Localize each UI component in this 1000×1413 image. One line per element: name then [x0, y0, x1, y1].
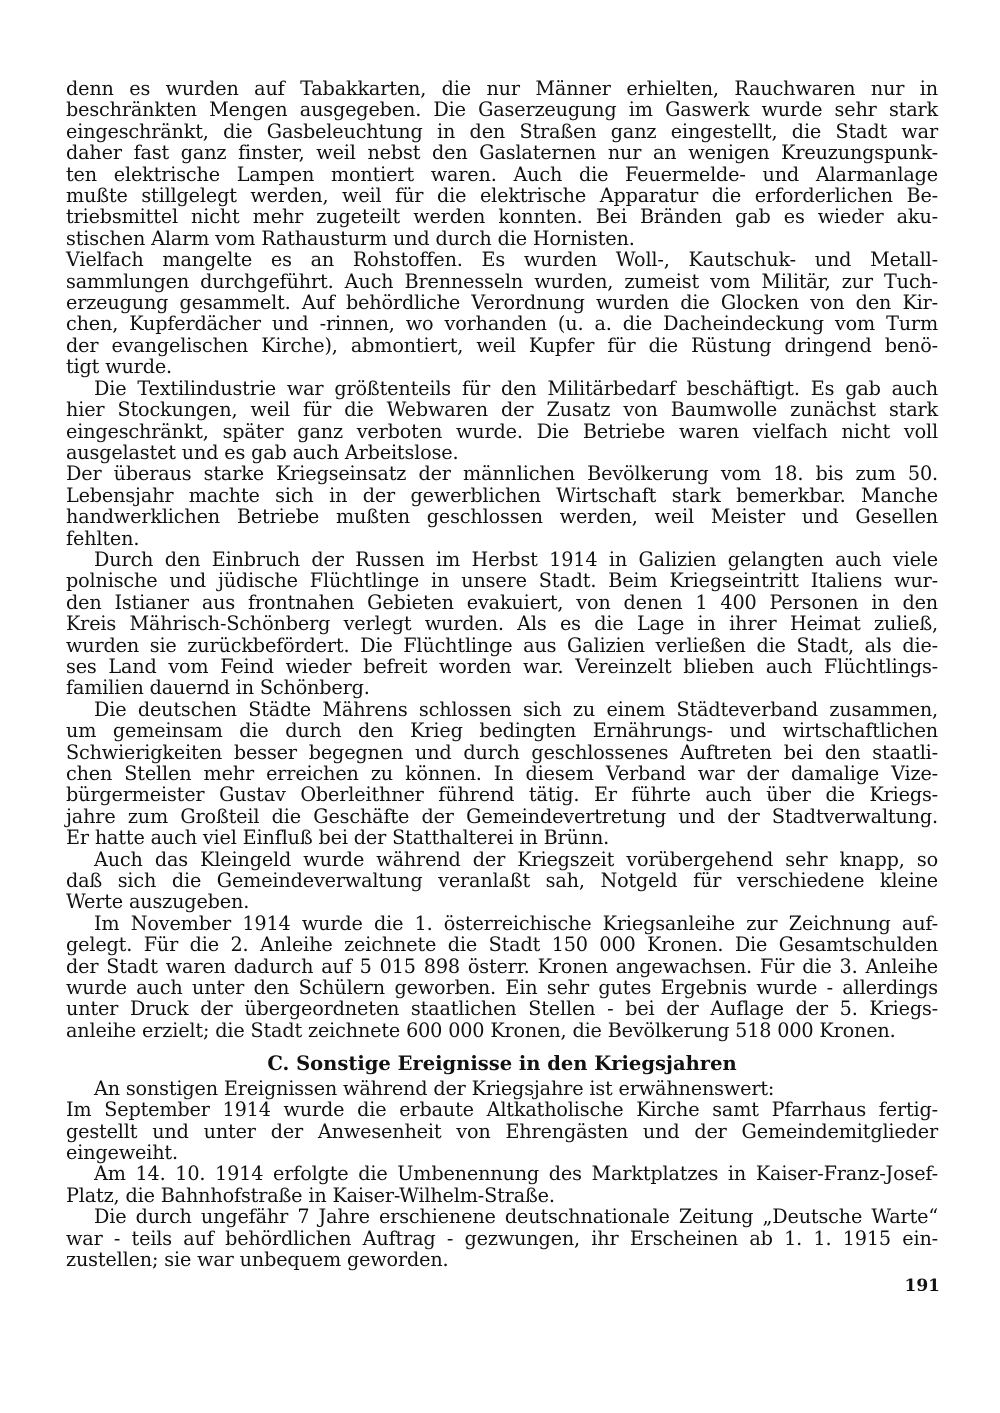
text-line: erzeugung gesammelt. Auf behördliche Verordnung wurden die Glocken von den Kir-: [66, 291, 938, 315]
text-line: stischen Alarm vom Rathausturm und durch die Hornisten.: [66, 226, 635, 250]
text-line: Lebensjahr machte sich in der gewerblichen Wirtschaft stark bemerkbar. Manche: [66, 483, 938, 507]
text-line: den Istianer aus frontnahen Gebieten evakuiert, von denen 1 400 Personen in den: [66, 590, 938, 614]
text-line: chen Stellen mehr erreichen zu können. In diesem Verband war der damalige Vize-: [66, 762, 938, 785]
text-line: ten elektrische Lampen montiert waren. Auch die Feuermelde- und Alarmanlage: [66, 162, 938, 186]
text-line: gestellt und unter der Anwesenheit von Ehrengästen und der Gemeindemitglieder: [66, 1119, 938, 1143]
text-line: Kreis Mährisch-Schönberg verlegt wurden. Als es die Lage in ihrer Heimat zuließ,: [66, 612, 938, 636]
text-line: Platz, die Bahnhofstraße in Kaiser-Wilhelm-Straße.: [66, 1183, 555, 1207]
text-line: daß sich die Gemeindeverwaltung veranlaßt sah, Notgeld für verschiedene kleine: [66, 869, 938, 893]
text-line: eingeschränkt, die Gasbeleuchtung in den Straßen ganz eingestellt, die Stadt war: [66, 119, 938, 143]
text-line: der evangelischen Kirche), abmontiert, weil Kupfer für die Rüstung dringend benö-: [66, 333, 938, 357]
text-line: Die durch ungefähr 7 Jahre erschienene deutschnationale Zeitung „Deutsche Warte“: [94, 1205, 938, 1229]
text-line: Im November 1914 wurde die 1. österreichische Kriegsanleihe zur Zeichnung auf-: [94, 911, 938, 935]
section-heading: C. Sonstige Ereignisse in den Kriegsjahren: [267, 1052, 737, 1076]
text-line: ausgelastet und es gab auch Arbeitslose.: [66, 440, 459, 464]
text-line: Die deutschen Städte Mährens schlossen sich zu einem Städteverband zusammen,: [94, 697, 938, 721]
text-line: denn es wurden auf Tabakkarten, die nur Männer erhielten, Rauchwaren nur in: [66, 77, 938, 100]
text-line: Vielfach mangelte es an Rohstoffen. Es wurden Woll-, Kautschuk- und Metall-: [66, 248, 938, 272]
text-line: Im September 1914 wurde die erbaute Altkatholische Kirche samt Pfarrhaus fertig-: [66, 1098, 938, 1122]
text-line: mußte stillgelegt werden, weil für die elektrische Apparatur die erforderlichen Be-: [66, 184, 938, 208]
text-line: daher fast ganz finster, weil nebst den Gaslaternen nur an wenigen Kreuzungspunk-: [66, 141, 938, 165]
text-line: Die Textilindustrie war größtenteils für den Militärbedarf beschäftigt. Es gab auch: [94, 376, 938, 400]
text-line: ses Land vom Feind wieder befreit worden war. Vereinzelt blieben auch Flüchtlings-: [66, 654, 938, 678]
text-line: Am 14. 10. 1914 erfolgte die Umbenennung des Marktplatzes in Kaiser-Franz-Josef-: [94, 1162, 938, 1186]
text-line: der Stadt waren dadurch auf 5 015 898 österr. Kronen angewachsen. Für die 3. Anleihe: [66, 954, 938, 978]
text-line: Werte auszugeben.: [66, 890, 250, 914]
text-line: Schwierigkeiten besser begegnen und durch geschlossenes Auftreten bei den staatli-: [66, 740, 938, 764]
text-line: jahre zum Großteil die Geschäfte der Gemeindevertretung und der Stadtverwaltung.: [66, 804, 938, 828]
text-line: eingeweiht.: [66, 1140, 178, 1164]
text-line: um gemeinsam die durch den Krieg bedingten Ernährungs- und wirtschaftlichen: [66, 719, 938, 743]
text-line: bürgermeister Gustav Oberleithner führend tätig. Er führte auch über die Kriegs-: [66, 783, 938, 807]
text-line: anleihe erzielt; die Stadt zeichnete 600 000 Kronen, die Bevölkerung 518 000 Kronen.: [66, 1018, 896, 1042]
text-line: handwerklichen Betriebe mußten geschlossen werden, weil Meister und Gesellen: [66, 505, 938, 529]
text-line: Durch den Einbruch der Russen im Herbst 1914 in Galizien gelangten auch viele: [94, 547, 938, 571]
text-line: hier Stockungen, weil für die Webwaren der Zusatz von Baumwolle zunächst stark: [66, 398, 938, 422]
text-line: Der überaus starke Kriegseinsatz der männlichen Bevölkerung vom 18. bis zum 50.: [66, 462, 938, 486]
text-line: wurden sie zurückbefördert. Die Flüchtlinge aus Galizien verließen die Stadt, als die-: [66, 633, 938, 657]
page-number: 191: [904, 1276, 940, 1296]
text-line: beschränkten Mengen ausgegeben. Die Gaserzeugung im Gaswerk wurde sehr stark: [66, 98, 938, 122]
text-line: triebsmittel nicht mehr zugeteilt werden konnten. Bei Bränden gab es wieder aku-: [66, 205, 938, 229]
text-line: zustellen; sie war unbequem geworden.: [66, 1247, 449, 1271]
text-line: unter Druck der übergeordneten staatlichen Stellen - bei der Auflage der 5. Kriegs-: [66, 997, 938, 1021]
text-line: tigt wurde.: [66, 355, 172, 379]
text-line: polnische und jüdische Flüchtlinge in unsere Stadt. Beim Kriegseintritt Italiens wur-: [66, 569, 938, 593]
text-line: chen, Kupferdächer und -rinnen, wo vorhanden (u. a. die Dacheindeckung vom Turm: [66, 312, 938, 336]
text-line: An sonstigen Ereignissen während der Kriegsjahre ist erwähnenswert:: [94, 1076, 775, 1100]
text-line: Auch das Kleingeld wurde während der Kriegszeit vorübergehend sehr knapp, so: [94, 847, 938, 871]
body-text: [66, 78, 938, 1270]
text-line: familien dauernd in Schönberg.: [66, 676, 370, 700]
text-line: gelegt. Für die 2. Anleihe zeichnete die Stadt 150 000 Kronen. Die Gesamtschulden: [66, 933, 938, 957]
text-line: sammlungen durchgeführt. Auch Brennesseln wurden, zumeist vom Militär, zur Tuch-: [66, 269, 938, 293]
text-line: war - teils auf behördlichen Auftrag - gezwungen, ihr Erscheinen ab 1. 1. 1915 ein-: [66, 1226, 938, 1250]
text-line: fehlten.: [66, 526, 140, 550]
text-line: eingeschränkt, später ganz verboten wurde. Die Betriebe waren vielfach nicht voll: [66, 419, 938, 443]
text-line: wurde auch unter den Schülern geworben. Ein sehr gutes Ergebnis wurde - allerdings: [66, 976, 938, 1000]
text-line: Er hatte auch viel Einfluß bei der Statthalterei in Brünn.: [66, 826, 610, 850]
